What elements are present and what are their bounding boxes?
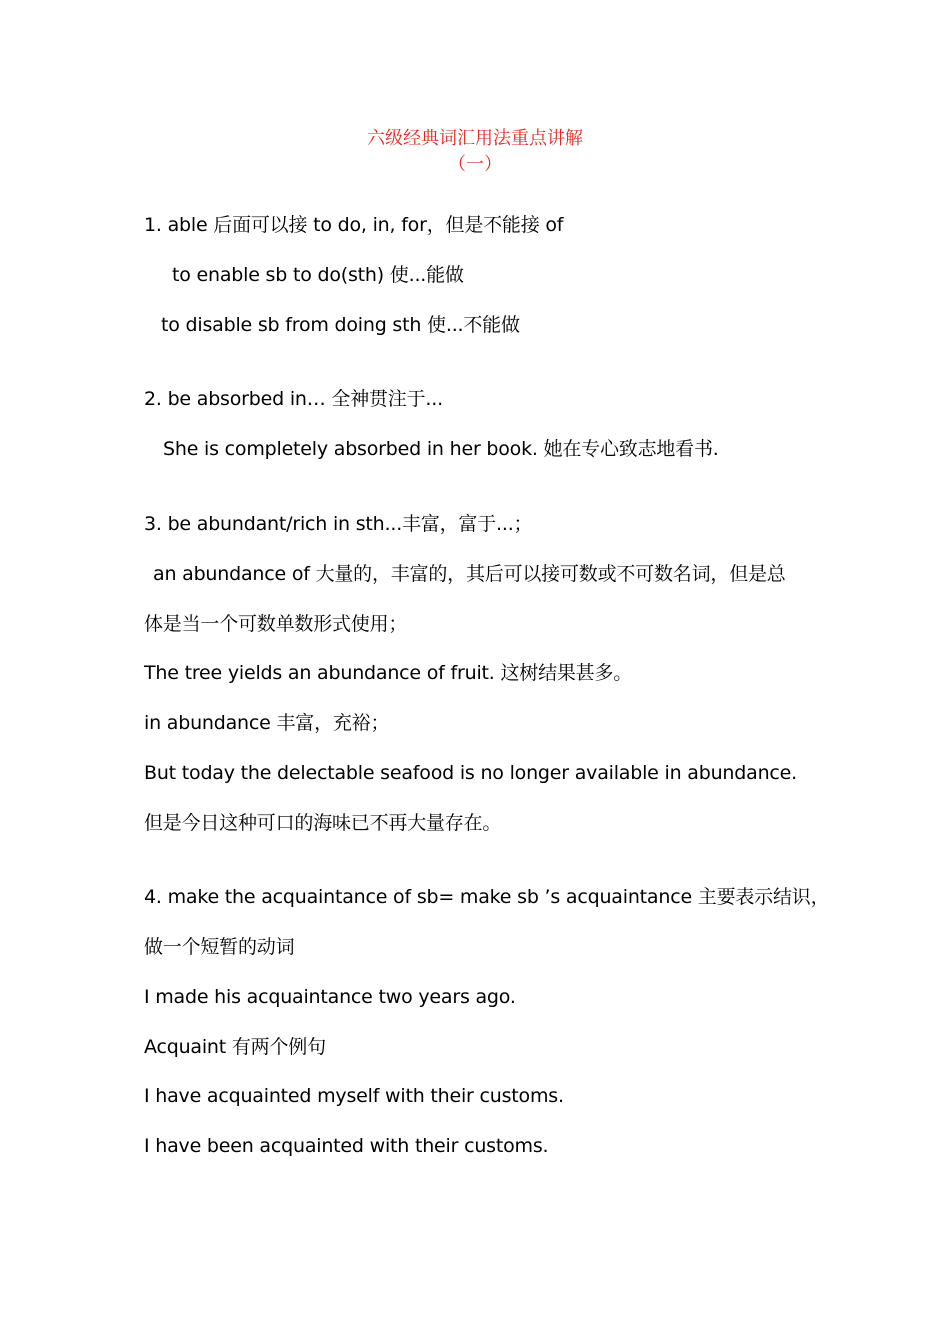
item-1-example-enable: to enable sb to do(sth) 使...能做	[172, 264, 464, 286]
item-2-example: She is completely absorbed in her book. 她在专心致志地看书.	[163, 438, 719, 460]
item-3-example-2: But today the delectable seafood is no longer available in abundance.	[144, 762, 797, 784]
item-3-note-line-1: an abundance of 大量的，丰富的，其后可以接可数或不可数名词，但是总	[153, 563, 786, 585]
item-3-phrase: in abundance 丰富，充裕；	[144, 712, 390, 734]
item-3-example-1: The tree yields an abundance of fruit. 这树结果甚多。	[144, 662, 633, 684]
item-1-example-disable: to disable sb from doing sth 使...不能做	[161, 314, 520, 336]
item-4-heading: 4. make the acquaintance of sb= make sb ’s acquaintance 主要表示结识，	[144, 886, 830, 908]
item-3-note-line-2: 体是当一个可数单数形式使用；	[144, 613, 408, 635]
item-3-heading: 3. be abundant/rich in sth...丰富，富于...；	[144, 513, 533, 535]
item-4-subheading: Acquaint 有两个例句	[144, 1036, 326, 1058]
item-4-example-1: I made his acquaintance two years ago.	[144, 986, 516, 1008]
item-2-heading: 2. be absorbed in… 全神贯注于...	[144, 388, 443, 410]
document-subtitle: （一）	[448, 154, 502, 175]
item-4-note: 做一个短暂的动词	[144, 936, 295, 958]
item-4-example-3: I have been acquainted with their customs.	[144, 1135, 549, 1157]
item-3-example-2-translation: 但是今日这种可口的海味已不再大量存在。	[144, 812, 502, 834]
item-4-example-2: I have acquainted myself with their customs.	[144, 1085, 564, 1107]
document-title: 六级经典词汇用法重点讲解	[367, 128, 583, 149]
item-1-heading: 1. able 后面可以接 to do, in, for，但是不能接 of	[144, 214, 564, 236]
